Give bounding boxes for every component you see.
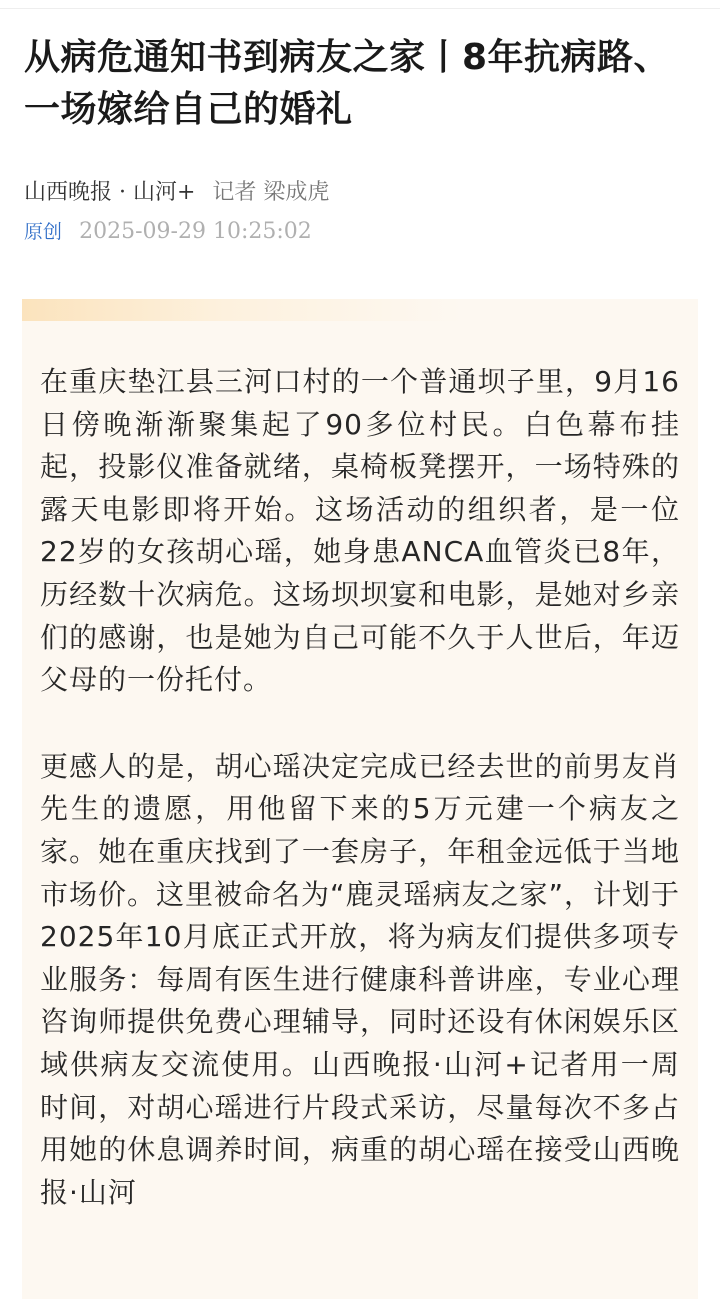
card-accent-bar (22, 299, 698, 321)
article-title: 从病危通知书到病友之家丨8年抗病路、一场嫁给自己的婚礼 (24, 37, 671, 130)
paragraph: 更感人的是，胡心瑶决定完成已经去世的前男友肖先生的遗愿，用他留下来的5万元建一个病友之家。她在重庆找到了一套房子，年租金远低于当地市场价。这里被命名为“鹿灵瑶病友之家”，计划于2025年10月底正式开放，将为病友们提供多项专业服务：每周有医生进行健康科普讲座，专业心理咨询师提供免费心理辅导，同时还设有休闲娱乐区域供病友交流使用。山西晚报·山河+记者用一周时间，对胡心瑶进行片段式采访，尽量每次不多占用她的休息调养时间，病重的胡心瑶在接受山西晚报·山河 (40, 749, 681, 1209)
article-body (40, 361, 680, 1258)
top-divider (0, 8, 720, 9)
source-name[interactable]: 山西晚报 · 山河+ (24, 180, 196, 205)
publish-datetime: 2025-09-29 10:25:02 (79, 219, 312, 244)
paragraph: 在重庆垫江县三河口村的一个普通坝子里，9月16日傍晚渐渐聚集起了90多位村民。白色幕布挂起，投影仪准备就绪，桌椅板凳摆开，一场特殊的露天电影即将开始。这场活动的组织者，是一位22岁的女孩胡心瑶，她身患ANCA血管炎已8年，历经数十次病危。这场坝坝宴和电影，是她对乡亲们的感谢，也是她为自己可能不久于人世后，年迈父母的一份托付。 (40, 365, 680, 697)
original-tag: 原创 (24, 221, 63, 243)
article-meta (24, 216, 312, 249)
byline (24, 176, 329, 210)
article-body-card (22, 299, 698, 1299)
reporter-name: 记者 梁成虎 (212, 180, 330, 205)
